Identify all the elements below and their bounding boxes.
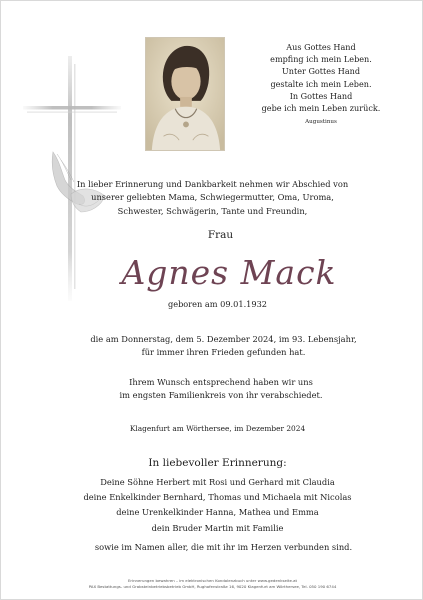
verse-line: Aus Gottes Hand bbox=[286, 42, 356, 52]
verse-line: gebe ich mein Leben zurück. bbox=[261, 103, 381, 114]
verse-poem bbox=[241, 41, 401, 126]
intro-line: Schwester, Schwägerin, Tante und Freundin, bbox=[117, 205, 308, 216]
portrait-photo bbox=[145, 37, 225, 151]
footer-line: Erinnerungen bewahren – im elektronischen Kondolenzbuch unter www.gedenkseite.at bbox=[127, 578, 298, 583]
death-notice bbox=[1, 333, 423, 359]
footer bbox=[1, 578, 423, 590]
deceased-name: Agnes Mack bbox=[121, 253, 337, 292]
closing-line: sowie im Namen aller, die mit ihr im Herzen verbunden sind. bbox=[94, 542, 353, 552]
family-line: Deine Söhne Herbert mit Rosi und Gerhard mit Claudia bbox=[100, 477, 335, 487]
intro-text bbox=[1, 178, 423, 218]
verse-line: gestalte ich mein Leben. bbox=[270, 78, 372, 89]
verse-line: In Gottes Hand bbox=[289, 90, 353, 101]
death-line: für immer ihren Frieden gefunden hat. bbox=[141, 347, 306, 357]
farewell-line: im engsten Familienkreis von ihr verabschiedet. bbox=[119, 390, 323, 400]
memory-title: In liebevoller Erinnerung: bbox=[148, 457, 287, 469]
family-list bbox=[1, 475, 423, 536]
verse-author: Augustinus bbox=[305, 119, 337, 126]
farewell-line: Ihrem Wunsch entsprechend haben wir uns bbox=[129, 377, 313, 387]
family-line: deine Urenkelkinder Hanna, Mathea und Emma bbox=[116, 507, 319, 518]
verse-line: empfing ich mein Leben. bbox=[270, 54, 372, 65]
birth-date: geboren am 09.01.1932 bbox=[167, 299, 268, 309]
intro-line: unserer geliebten Mama, Schwiegermutter, Oma, Uroma, bbox=[91, 192, 334, 203]
death-line: die am Donnerstag, dem 5. Dezember 2024, im 93. Lebensjahr, bbox=[90, 334, 357, 344]
family-line: dein Bruder Martin mit Familie bbox=[151, 522, 284, 533]
footer-line: PAX Bestattungs- und Grabsteinbetriebsbetrieb GmbH, Rughofenstraße 16, 9020 Klagenfurt am Wörthersee, Tel. 050 190 6744 bbox=[88, 584, 337, 589]
salutation: Frau bbox=[207, 229, 234, 241]
intro-line: In lieber Erinnerung und Dankbarkeit nehmen wir Abschied von bbox=[76, 179, 349, 189]
place-date: Klagenfurt am Wörthersee, im Dezember 2024 bbox=[129, 424, 306, 433]
farewell-notice bbox=[1, 376, 423, 402]
verse-line: Unter Gottes Hand bbox=[281, 66, 361, 77]
family-line: deine Enkelkinder Bernhard, Thomas und Michaela mit Nicolas bbox=[83, 492, 352, 503]
